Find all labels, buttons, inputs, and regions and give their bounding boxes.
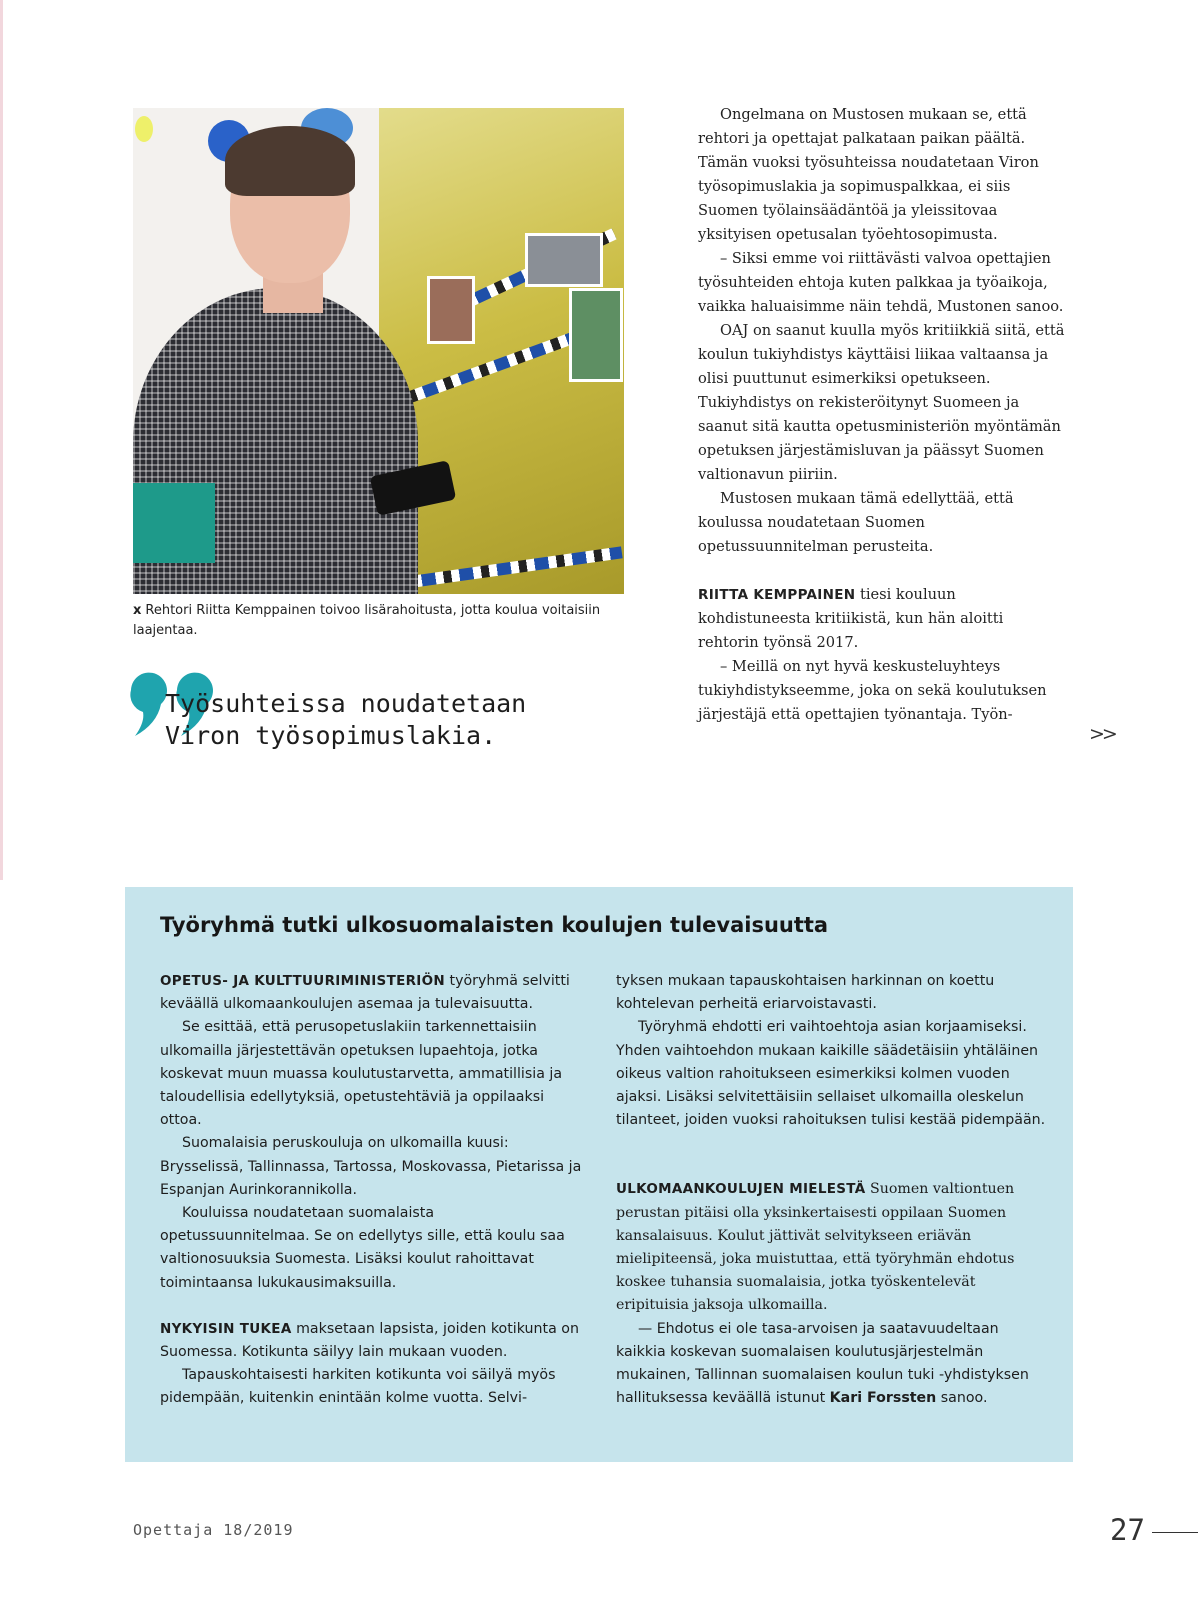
publication-issue: Opettaja 18/2019 bbox=[133, 1521, 294, 1539]
info-box-column-left bbox=[160, 970, 585, 1411]
info-box-paragraph bbox=[616, 1178, 1046, 1317]
info-box-title: Työryhmä tutki ulkosuomalaisten koulujen tulevaisuutta bbox=[160, 913, 829, 937]
caption-text: Rehtori Riitta Kemppainen toivoo lisärahoitusta, jotta koulua voitaisiin laajentaa. bbox=[133, 603, 601, 638]
portrait-photo bbox=[133, 108, 624, 594]
info-box-lead-in-rest: työryhmä selvitti keväällä ulkomaankoulujen asemaa ja tulevaisuutta. bbox=[160, 973, 570, 1013]
article-paragraph: Mustosen mukaan tämä edellyttää, että koulussa noudatetaan Suomen opetussuunnitelman perusteita. bbox=[698, 490, 1014, 555]
info-box-lead-in-rest: maksetaan lapsista, joiden kotikunta on Suomessa. Kotikunta säilyy lain mukaan vuoden. bbox=[160, 1320, 579, 1361]
quote-text: — Ehdotus ei ole tasa-arvoisen ja saatavuudeltaan kaikkia koskevan suomalaisen koulutusjärjestelmän mukainen, Tallinnan suomalaisen koulun tuki -yhdistyksen hallituksessa keväällä istunut bbox=[616, 1320, 1029, 1407]
photo-person-hair bbox=[225, 126, 355, 196]
pull-quote-line: Työsuhteissa noudatetaan bbox=[165, 689, 527, 718]
photo-person-sleeve bbox=[133, 483, 215, 563]
continue-arrow-icon: >> bbox=[1089, 723, 1115, 745]
info-box-paragraph: tyksen mukaan tapauskohtaisen harkinnan on koettu kohtelevan perheitä eriarvoistavasti. bbox=[616, 973, 995, 1013]
article-column bbox=[698, 103, 1068, 727]
pull-quote bbox=[165, 688, 585, 752]
info-box-paragraph: Tapauskohtaisesti harkiten kotikunta voi säilyä myös pidempään, kuitenkin enintään kolme vuotta. Selvi- bbox=[160, 1367, 556, 1407]
info-box-lead-in: NYKYISIN TUKEA bbox=[160, 1320, 292, 1337]
info-box-paragraph bbox=[160, 970, 585, 1016]
info-box-quote-paragraph bbox=[616, 1318, 1046, 1411]
info-box-lead-in: ULKOMAANKOULUJEN MIELESTÄ bbox=[616, 1181, 866, 1198]
info-box-paragraph bbox=[160, 1318, 585, 1364]
article-section-paragraph bbox=[698, 583, 1068, 655]
info-box-paragraph: Työryhmä ehdotti eri vaihtoehtoja asian korjaamiseksi. Yhden vaihtoehdon mukaan kaikille säädetäisiin yhtäläinen oikeus valtion rahoitukseen esimerkiksi kolmen vuoden ajaksi. Lisäksi selvitettäisiin sellaiset ulkomailla oleskelun tilanteet, joiden vuoksi rahoituksen tulisi kestää pidempään. bbox=[616, 1019, 1046, 1129]
photo-caption bbox=[133, 601, 623, 641]
article-paragraph: OAJ on saanut kuulla myös kritiikkiä siitä, että koulun tukiyhdistys käyttäisi liikaa valtaansa ja olisi puuttunut esimerkiksi opetukseen. Tukiyhdistys on rekisteröitynyt Suomeen ja saanut sitä kautta opetusministeriön myöntämän opetuksen järjestämisluvan ja päässyt Suomen valtionavun piiriin. bbox=[698, 322, 1065, 483]
article-paragraph: Ongelmana on Mustosen mukaan se, että rehtori ja opettajat palkataan paikan päältä. Tämän vuoksi työsuhteissa noudatetaan Viron työsopimuslakia ja sopimuspalkkaa, ei siis Suomen työlainsäädäntöä ja yleissitovaa yksityisen opetusalan työehtosopimusta. bbox=[698, 106, 1039, 243]
page-number-rule bbox=[1152, 1532, 1198, 1533]
photo-flower-decoration bbox=[135, 116, 153, 142]
info-box bbox=[125, 887, 1073, 1462]
pull-quote-line: Viron työsopimuslakia. bbox=[165, 721, 497, 750]
photo-pinned-picture bbox=[427, 276, 475, 344]
quoted-person-name: Kari Forssten bbox=[829, 1390, 937, 1407]
photo-pinned-picture bbox=[569, 288, 623, 382]
info-box-paragraph: Suomalaisia peruskouluja on ulkomailla kuusi: Brysselissä, Tallinnassa, Tartossa, Moskovassa, Pietarissa ja Espanjan Aurinkorannikolla. bbox=[160, 1135, 582, 1198]
info-box-paragraph: Kouluissa noudatetaan suomalaista opetussuunnitelmaa. Se on edellytys sille, että koulu saa valtionosuuksia Suomesta. Lisäksi koulut rahoittavat toimintaansa lukukausimaksuilla. bbox=[160, 1205, 565, 1291]
article-lead-in: RIITTA KEMPPAINEN bbox=[698, 587, 856, 603]
article-paragraph: – Siksi emme voi riittävästi valvoa opettajien työsuhteiden ehtoja kuten palkkaa ja työaikoja, vaikka haluaisimme näin tehdä, Mustonen sanoo. bbox=[698, 250, 1064, 315]
article-lead-in-rest: tiesi kouluun kohdistuneesta kritiikistä, kun hän aloitti rehtorin työnsä 2017. bbox=[698, 586, 1004, 651]
caption-marker: x bbox=[133, 603, 142, 618]
info-box-paragraph: Se esittää, että perusopetuslakiin tarkennettaisiin ulkomailla järjestettävän opetuksen lupaehtoja, jotka koskevat muun muassa koulutustarvetta, ammatillisia ja taloudellisia edellytyksiä, opetustehtäviä ja oppilaaksi ottoa. bbox=[160, 1019, 563, 1129]
page-number: 27 bbox=[1110, 1513, 1145, 1547]
quote-text-end: sanoo. bbox=[936, 1390, 988, 1407]
info-box-column-right bbox=[616, 970, 1046, 1410]
info-box-lead-in-rest: Suomen valtiontuen perustan pitäisi olla yksinkertaisesti oppilaan Suomen kansalaisuus. Koulut jättivät selvitykseen eriävän mielipiteensä, joka muistuttaa, että työryhmän ehdotus koskee tuhansia suomalaisia, jotka työskentelevät eripituisia jaksoja ulkomailla. bbox=[616, 1181, 1015, 1314]
photo-pinned-picture bbox=[525, 233, 603, 287]
page-edge-strip bbox=[0, 0, 3, 880]
info-box-lead-in: OPETUS- JA KULTTUURIMINISTERIÖN bbox=[160, 973, 446, 989]
article-paragraph: – Meillä on nyt hyvä keskusteluyhteys tukiyhdistykseemme, joka on sekä koulutuksen järjestäjä että opettajien työnantaja. Työn- bbox=[698, 658, 1047, 723]
